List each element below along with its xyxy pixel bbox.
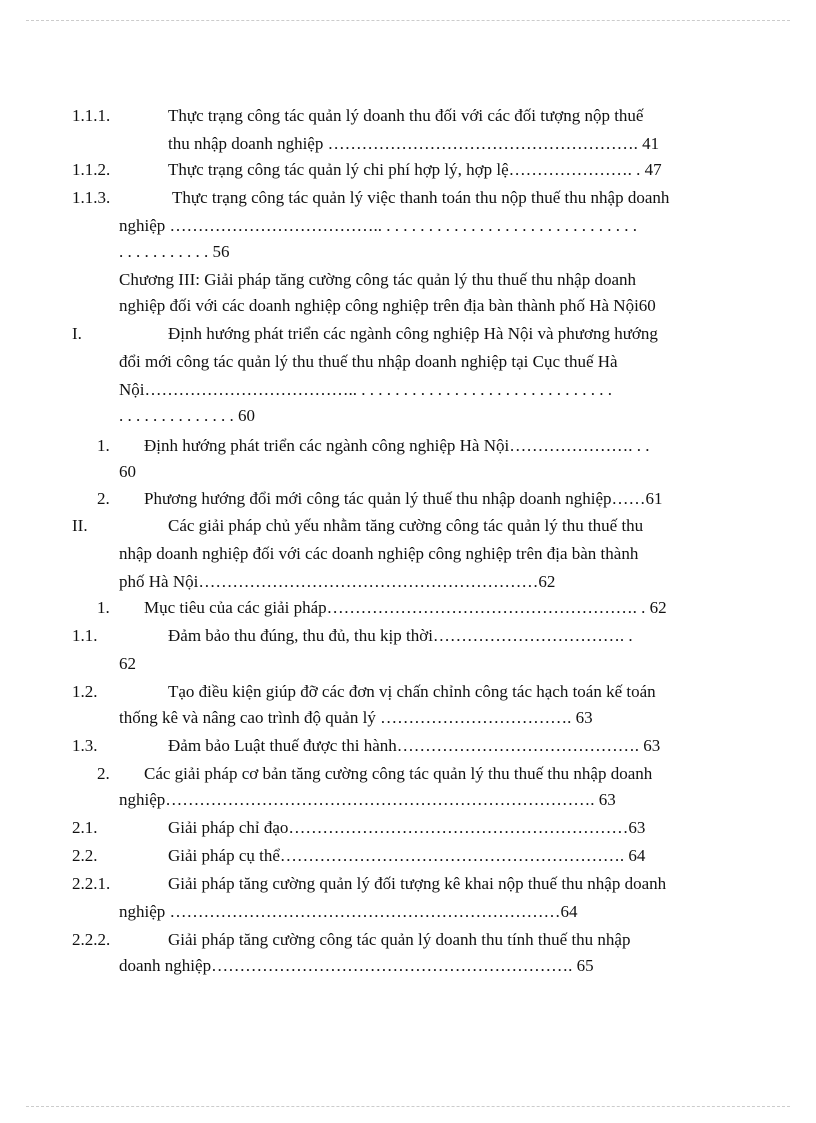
- toc-entry-continued[interactable]: 60: [119, 462, 136, 481]
- toc-entry-title[interactable]: Giải pháp cụ thể……………………………………………………. 64: [168, 846, 646, 865]
- toc-entry-title[interactable]: Tạo điều kiện giúp đỡ các đơn vị chấn chỉnh công tác hạch toán kế toán: [168, 682, 656, 701]
- toc-entry-continued[interactable]: nghiệp ……………………………………………………………64: [119, 902, 578, 921]
- toc-entry-title[interactable]: Phương hướng đổi mới công tác quản lý thuế thu nhập doanh nghiệp……61: [144, 489, 663, 508]
- toc-entry-continued[interactable]: . . . . . . . . . . . 56: [119, 242, 230, 261]
- toc-entry-continued[interactable]: thống kê và nâng cao trình độ quản lý ……………………………. 63: [119, 708, 593, 727]
- toc-number: 1.: [97, 436, 110, 455]
- toc-number: 2.2.2.: [72, 930, 111, 949]
- toc-entry-continued[interactable]: 62: [119, 654, 136, 673]
- toc-entry-title[interactable]: Định hướng phát triển các ngành công nghiệp Hà Nội…………………. . .: [144, 436, 650, 455]
- toc-number: 1.1.1.: [72, 106, 111, 125]
- toc-entry-continued[interactable]: nghiệp ……………………………….. . . . . . . . . . . . . . . . . . . . . . . . . . . . . . .: [119, 216, 638, 235]
- toc-entry-title[interactable]: Thực trạng công tác quản lý việc thanh toán thu nộp thuế thu nhập doanh: [172, 188, 670, 207]
- page-border-top: [26, 20, 790, 21]
- toc-chapter-title[interactable]: Chương III: Giải pháp tăng cường công tác quản lý thu thuế thu nhập doanh: [119, 270, 637, 289]
- toc-entry-continued[interactable]: doanh nghiệp………………………………………………………. 65: [119, 956, 594, 975]
- toc-entry-continued[interactable]: thu nhập doanh nghiệp ………………………………………………. 41: [168, 134, 660, 153]
- page-border-bottom: [26, 1106, 790, 1107]
- toc-entry-continued[interactable]: nhập doanh nghiệp đối với các doanh nghiệp công nghiệp trên địa bàn thành: [119, 544, 639, 563]
- toc-entry-title[interactable]: Các giải pháp cơ bản tăng cường công tác quản lý thu thuế thu nhập doanh: [144, 764, 653, 783]
- toc-entry-title[interactable]: Thực trạng công tác quản lý doanh thu đối với các đối tượng nộp thuế: [168, 106, 644, 125]
- toc-entry-continued[interactable]: . . . . . . . . . . . . . . 60: [119, 406, 255, 425]
- toc-entry-title[interactable]: Đảm bảo Luật thuế được thi hành……………………………………. 63: [168, 736, 661, 755]
- toc-entry-title[interactable]: Giải pháp tăng cường công tác quản lý doanh thu tính thuế thu nhập: [168, 930, 631, 949]
- toc-entry-title[interactable]: Đảm bảo thu đúng, thu đủ, thu kịp thời……………………………. .: [168, 626, 633, 645]
- toc-entry-title[interactable]: Mục tiêu của các giải pháp………………………………………………. . 62: [144, 598, 667, 617]
- toc-number: 1.1.2.: [72, 160, 111, 179]
- toc-number: 2.: [97, 764, 110, 783]
- toc-number: 1.1.: [72, 626, 98, 645]
- toc-number: 1.2.: [72, 682, 98, 701]
- toc-entry-continued[interactable]: nghiệp đối với các doanh nghiệp công nghiệp trên địa bàn thành phố Hà Nội60: [119, 296, 656, 315]
- toc-number: II.: [72, 516, 88, 535]
- toc-entry-continued[interactable]: nghiệp…………………………………………………………………. 63: [119, 790, 616, 809]
- toc-number: 2.: [97, 489, 110, 508]
- toc-number: 2.1.: [72, 818, 98, 837]
- toc-number: 1.: [97, 598, 110, 617]
- toc-entry-title[interactable]: Các giải pháp chủ yếu nhằm tăng cường công tác quản lý thu thuế thu: [168, 516, 644, 535]
- toc-entry-continued[interactable]: phố Hà Nội……………………………………………………62: [119, 572, 556, 591]
- toc-entry-title[interactable]: Định hướng phát triển các ngành công nghiệp Hà Nội và phương hướng: [168, 324, 658, 343]
- toc-number: 1.1.3.: [72, 188, 111, 207]
- toc-entry-title[interactable]: Giải pháp tăng cường quản lý đối tượng kê khai nộp thuế thu nhập doanh: [168, 874, 667, 893]
- toc-number: 2.2.1.: [72, 874, 111, 893]
- toc-number: 2.2.: [72, 846, 98, 865]
- toc-entry-continued[interactable]: Nội……………………………….. . . . . . . . . . . . . . . . . . . . . . . . . . . . . . .: [119, 380, 612, 399]
- toc-number: I.: [72, 324, 82, 343]
- toc-entry-title[interactable]: Giải pháp chỉ đạo……………………………………………………63: [168, 818, 646, 837]
- toc-entry-title[interactable]: Thực trạng công tác quản lý chi phí hợp lý, hợp lệ…………………. . 47: [168, 160, 662, 179]
- toc-number: 1.3.: [72, 736, 98, 755]
- toc-entry-continued[interactable]: đổi mới công tác quản lý thu thuế thu nhập doanh nghiệp tại Cục thuế Hà: [119, 352, 618, 371]
